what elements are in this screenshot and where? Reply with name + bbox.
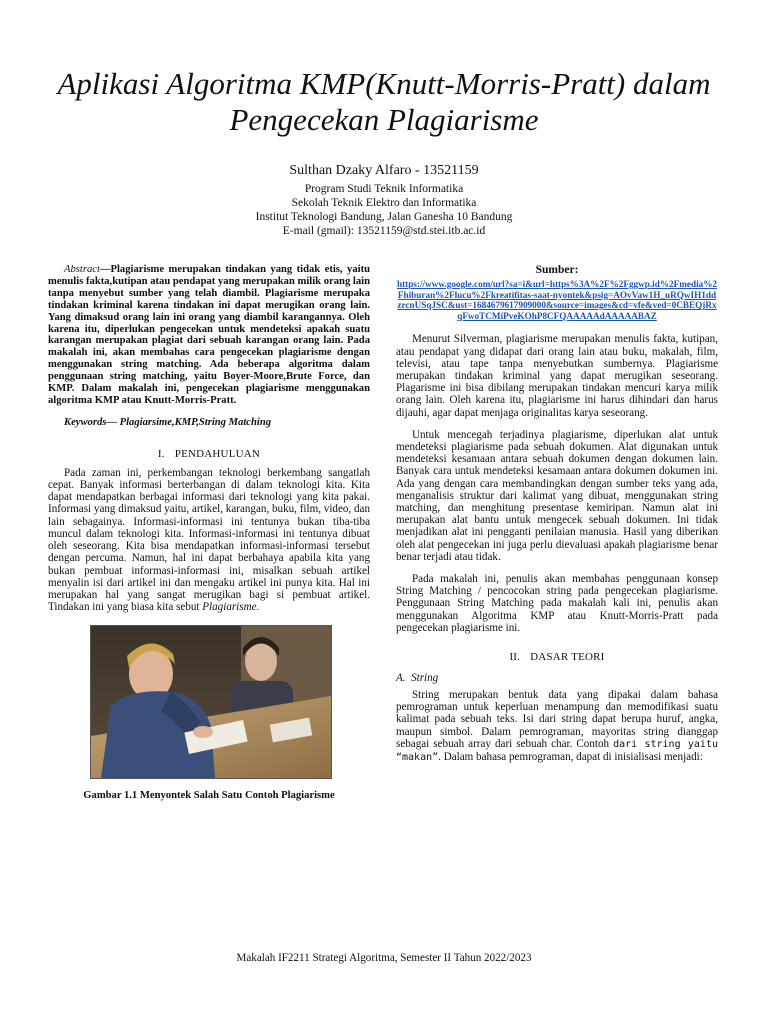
source-label: Sumber: — [535, 264, 579, 276]
abstract — [48, 264, 370, 407]
section-heading-pendahuluan — [48, 447, 370, 461]
paragraph-scope: Pada makalah ini, penulis akan membahas penggunaan konsep String Matching / pencocokan string pada pengecekan plagiarisme. Penggunaan String Matching pada makalah kali ini, penulis akan menggunakan Algoritma KMP atau Knutt-Morris-Pratt pada pengecekan plagiarisme ini. — [396, 573, 718, 634]
intro-term: Plagiarisme — [202, 601, 257, 614]
classroom-photo-illustration — [91, 626, 331, 778]
paragraph-string — [396, 689, 718, 764]
right-column — [396, 264, 718, 764]
keywords — [48, 417, 370, 429]
author-school: Sekolah Teknik Elektro dan Informatika — [291, 197, 477, 209]
figure-caption: Gambar 1.1 Menyontek Salah Satu Contoh Plagiarisme — [83, 790, 335, 802]
section-heading-dasar-teori — [396, 650, 718, 664]
string-example-code: dari string yaitu “makan” — [396, 738, 718, 764]
source-link[interactable]: https://www.google.com/url?sa=i&url=https%3A%2F%2Fggwp.id%2Fmedia%2Fhiburan%2Flucu%2Fkreatifitas-saat-nyontek&psig=AOvVaw1H_uRQwIH1ddzrcnUSqJSC&ust=1684679617909000&source=images&cd=vfe&ved=0CBEQjRxqFwoTCMiPveKOhP8CFQAAAAAdAAAAABAZ — [396, 279, 718, 321]
author-email[interactable]: E-mail (gmail): 13521159@std.stei.itb.ac.id — [282, 225, 486, 237]
abstract-label: Abstract — [64, 264, 100, 275]
intro-text: Pada zaman ini, perkembangan teknologi berkembang sangatlah cepat. Banyak informasi berterbangan di dalam teknologi kita. Kita dapat mendapatkan berbagai informasi dari teknologi yang kita pakai. Informasi yang dimaksud yaitu, artikel, karangan, buku, film, video, dan lain sebagainya. Informasi-informasi ini tentunya bukan tiba-tiba muncul dalam teknologi kita. Informasi-informasi ini tentunya dibuat oleh seseorang. Kita bisa mendapatkan informasi-informasi tersebut dengan percuma. Namun, hal ini dapat berbahaya apabila kita yang bukan pembuat informasi-informasi ini, misalkan sebuah artikel menyalin isi dari artikel ini dan mengaku artikel ini punya kita. Hal ini merupakan hal yang sangat merugikan bagi si pembuat artikel. Tindakan ini yang biasa kita sebut — [48, 466, 370, 614]
subsection-title: String — [411, 672, 439, 685]
paragraph-prevention: Untuk mencegah terjadinya plagiarisme, diperlukan alat untuk mendeteksi plagiarisme pada sebuah dokumen. Alat digunakan untuk mendeteksi kesamaan antara sebuah dokumen dengan dokumen lain. Banyak cara untuk mendeteksi kesamaan antara dokumen dokumen ini. Ada yang dengan cara membandingkan dengan sumber teks yang ada, menganalisis struktur dari kalimat yang dibuat, menggunakan string matching, dan menghitung presentase kemiripan. Namun alat ini merupakan alat bantu untuk mengecek sebuah dokumen. Ini tidak menjadikan alat ini pengganti penilaian manusia. Hasil yang diberikan oleh alat pengecekan ini juga perlu dievaluasi apakah plagiarisme benar benar terjadi atau tidak. — [396, 428, 718, 563]
string-text-end: . Dalam bahasa pemrograman, dapat di inisialisasi menjadi: — [438, 751, 703, 764]
keywords-label: Keywords — [64, 416, 107, 428]
left-column — [48, 264, 370, 802]
intro-paragraph — [48, 467, 370, 613]
section-number: I. — [157, 447, 165, 460]
section-title: DASAR TEORI — [530, 651, 605, 664]
paragraph-silverman: Menurut Silverman, plagiarisme merupakan menulis fakta, kutipan, atau pendapat yang didapat dari orang lain atau buku, makalah, film, televisi, atau tape tanpa menyebutkan sumbernya. Plagiarisme merupakan tindakan kriminal yang dapat merugikan seseorang. Plagarisme ini bisa dibilang merupakan tindakan mencuri karya milik orang lain. Oleh karena itu, plagiarisme ini harus dihindari dan harus dijauhi, agar dapat menjaga originalitas karya seseorang. — [396, 333, 718, 419]
author-block — [100, 162, 668, 238]
intro-end: . — [256, 601, 260, 614]
page-footer: Makalah IF2211 Strategi Algoritma, Semester II Tahun 2022/2023 — [236, 952, 532, 964]
string-text-start: String merupakan bentuk data yang dipakai dalam bahasa pemrograman untuk keperluan menampung dan memodifikasi suatu kalimat pada sebuah teks. Isi dari string dapat berupa huruf, angka, maupun simbol. Dalam pemrograman, mayoritas string dianggap sebagai sebuah array dari sebuah char. Contoh — [396, 689, 718, 750]
author-institution: Institut Teknologi Bandung, Jalan Ganesha 10 Bandung — [255, 211, 513, 223]
section-number: II. — [509, 651, 521, 664]
section-title: PENDAHULUAN — [174, 447, 261, 460]
figure-photo — [90, 625, 332, 779]
keywords-text: — Plagiarsime,KMP,String Matching — [106, 416, 272, 428]
abstract-text: —Plagiarisme merupakan tindakan yang tidak etis, yaitu menulis fakta,kutipan atau pendapat yang merupakan milik orang lain tanpa menyebut sumber yang telah diambil. Plagiarisme merupaka tindakan kriminal karena tindakan ini dapat merugikan orang lain. Yang dimaksud orang lain ini orang yang diambil karangannya. Oleh karena itu, diperlukan pengecekan untuk mendeteksi apakah suatu karangan merupakan plagiat dari sebuah karangan orang lain. Pada makalah ini, akan membahas cara pengecekan plagiarisme dengan menggunakan string matching. Ada beberapa algoritma dalam penggunaan string matching, yaitu Boyer-Moore,Brute Force, dan KMP. Dalam makalah ini, pengecekan plagiarisme menggunakan algoritma KMP atau Knutt-Morris-Pratt. — [48, 264, 370, 406]
author-program: Program Studi Teknik Informatika — [304, 183, 464, 195]
subsection-label: A. — [396, 672, 406, 685]
subsection-heading-string — [396, 672, 718, 685]
paper-title: Aplikasi Algoritma KMP(Knutt-Morris-Pratt) dalam Pengecekan Plagiarisme — [57, 66, 711, 137]
author-name: Sulthan Dzaky Alfaro - 13521159 — [289, 163, 479, 178]
